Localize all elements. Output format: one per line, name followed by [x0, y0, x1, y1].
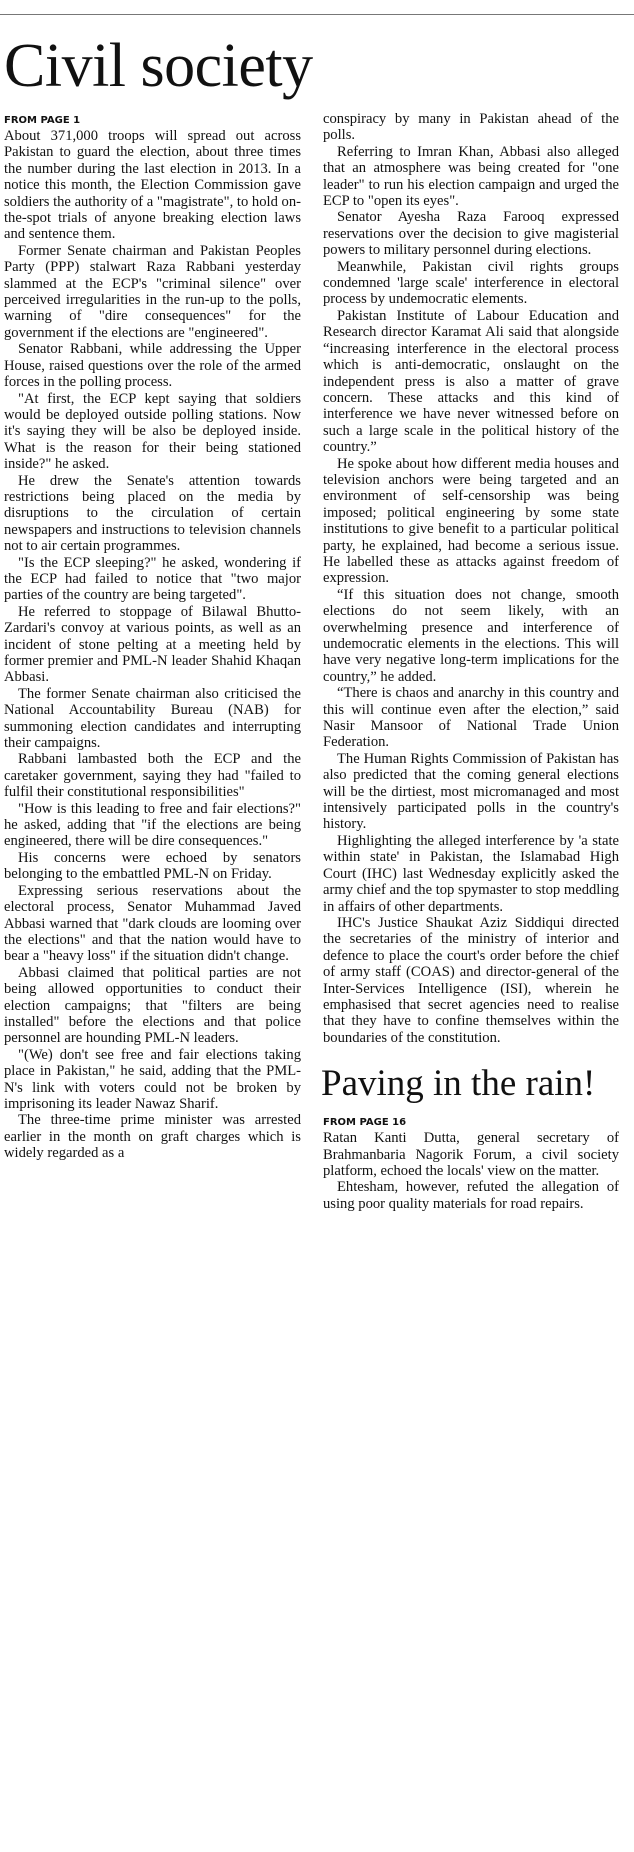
left-column	[4, 114, 301, 1162]
right-column-body	[323, 111, 619, 1046]
paragraph: "At first, the ECP kept saying that soldiers would be deployed outside polling stations. Now it's saying they will be also be deployed inside. What is the reason for their being stationed inside?" he asked.	[4, 390, 301, 473]
second-article-body	[323, 1130, 619, 1212]
top-rule	[0, 14, 634, 15]
article-dateline: FROM PAGE 1	[4, 115, 81, 126]
paragraph: Meanwhile, Pakistan civil rights groups condemned 'large scale' interference in electoral process by undemocratic elements.	[323, 258, 619, 308]
paragraph: "(We) don't see free and fair elections taking place in Pakistan," he said, adding that the PML-N's link with voters could not be broken by imprisoning its leader Nawaz Sharif.	[4, 1046, 301, 1112]
right-column	[323, 111, 619, 1212]
paragraph: Ehtesham, however, refuted the allegation of using poor quality materials for road repairs.	[323, 1179, 619, 1212]
paragraph: Ratan Kanti Dutta, general secretary of Brahmanbaria Nagorik Forum, a civil society platform, echoed the locals' view on the matter.	[323, 1130, 619, 1179]
paragraph: “If this situation does not change, smooth elections do not seem likely, with an overwhelming presence and interference of undemocratic elements in the elections. This will have very negative long-term implications for the country,” he added.	[323, 586, 619, 685]
paragraph: His concerns were echoed by senators belonging to the embattled PML-N on Friday.	[4, 849, 301, 883]
paragraph: Pakistan Institute of Labour Education and Research director Karamat Ali said that alongside “increasing interference in the electoral process which is anti-democratic, onslaught on the independent press is also a matter of grave concern. These attacks and this kind of interference we have never witnessed before on such a large scale in the political history of the country.”	[323, 307, 619, 456]
paragraph: “There is chaos and anarchy in this country and this will continue even after the election,” said Nasir Mansoor of National Trade Union Federation.	[323, 685, 619, 751]
paragraph: conspiracy by many in Pakistan ahead of the polls.	[323, 111, 619, 144]
left-column-body	[4, 128, 301, 1162]
second-article-dateline: FROM PAGE 16	[323, 1117, 407, 1129]
paragraph: Expressing serious reservations about the electoral process, Senator Muhammad Javed Abbasi warned that "dark clouds are looming over the elections" and that the nation would have to bear a "heavy loss" if the situation didn't change.	[4, 882, 301, 965]
paragraph: Referring to Imran Khan, Abbasi also alleged that an atmosphere was being created for "one leader" to run his election campaign and urged the ECP to "open its eyes".	[323, 143, 619, 210]
paragraph: The three-time prime minister was arrested earlier in the month on graft charges which is widely regarded as a	[4, 1112, 301, 1162]
paragraph: He spoke about how different media houses and television anchors were being targeted and an environment of self-censorship was being imposed; political engineering by some state institutions to give benefit to a particular political party, he explained, had become a serious issue. He labelled these as attacks against freedom of expression.	[323, 455, 619, 587]
paragraph: Highlighting the alleged interference by 'a state within state' in Pakistan, the Islamabad High Court (IHC) last Wednesday explicitly asked the army chief and the top spymaster to stop meddling in affairs of other departments.	[323, 832, 619, 915]
article-headline: Civil society	[4, 32, 313, 100]
paragraph: Senator Rabbani, while addressing the Upper House, raised questions over the role of the armed forces in the polling process.	[4, 341, 301, 391]
second-article-headline: Paving in the rain!	[321, 1063, 596, 1105]
paragraph: He drew the Senate's attention towards restrictions being placed on the media by disruptions to the circulation of certain newspapers and instructions to television channels not to air certain programmes.	[4, 472, 301, 555]
paragraph: "Is the ECP sleeping?" he asked, wondering if the ECP had failed to notice that "two major parties of the country are being targeted".	[4, 554, 301, 604]
paragraph: The Human Rights Commission of Pakistan has also predicted that the coming general elections will be the dirtiest, most micromanaged and most intensively participated polls in the country's history.	[323, 750, 619, 833]
paragraph: Abbasi claimed that political parties are not being allowed opportunities to conduct their election campaigns; that "filters are being installed" before the elections and that police personnel are hounding PML-N leaders.	[4, 964, 301, 1047]
paragraph: The former Senate chairman also criticised the National Accountability Bureau (NAB) for summoning election candidates and interrupting their campaigns.	[4, 685, 301, 752]
paragraph: "How is this leading to free and fair elections?" he asked, adding that "if the elections are being engineered, there will be dire consequences."	[4, 800, 301, 850]
paragraph: Former Senate chairman and Pakistan Peoples Party (PPP) stalwart Raza Rabbani yesterday slammed at the ECP's "criminal silence" over perceived irregularities in the run-up to the polls, warning of "dire consequences" for the government if the elections are "engineered".	[4, 242, 301, 341]
paragraph: Rabbani lambasted both the ECP and the caretaker government, saying they had "failed to fulfil their constitutional responsibilities"	[4, 751, 301, 801]
paragraph: Senator Ayesha Raza Farooq expressed reservations over the decision to give magisterial powers to military personnel during elections.	[323, 209, 619, 259]
paragraph: About 371,000 troops will spread out across Pakistan to guard the election, about three times the number during the last election in 2013. In a notice this month, the Election Commission gave soldiers the authority of a "magistrate", to hold on-the-spot trials of anyone breaking election laws and sentence them.	[4, 128, 301, 243]
paragraph: IHC's Justice Shaukat Aziz Siddiqui directed the secretaries of the ministry of interior and defence to place the court's order before the chief of army staff (COAS) and director-general of the Inter-Services Intelligence (ISI), wherein he emphasised that secret agencies need to realise that they have to confine themselves within the boundaries of the constitution.	[323, 914, 619, 1046]
paragraph: He referred to stoppage of Bilawal Bhutto-Zardari's convoy at various points, as well as an incident of stone pelting at a meeting held by former premier and PML-N leader Shahid Khaqan Abbasi.	[4, 603, 301, 686]
